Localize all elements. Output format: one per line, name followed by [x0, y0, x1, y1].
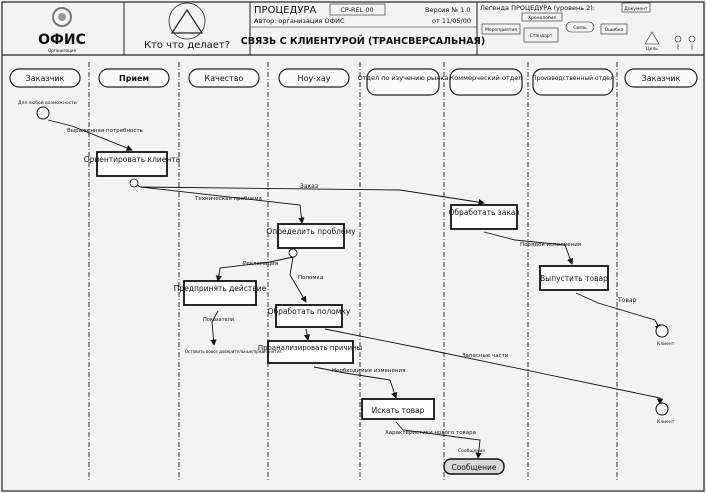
box-search-product-label: Искать товар — [371, 406, 425, 415]
lane-label-knowhow: Ноу-хау — [297, 74, 331, 83]
box-process-order-label: Обработать заказ — [448, 208, 520, 217]
box-take-action-label: Предпринять действие — [173, 284, 267, 293]
legend-link: Связь — [573, 26, 587, 31]
procedure-code: CP-REL 00 — [340, 6, 374, 14]
process-boxes — [84, 152, 608, 474]
legend-goal: Цель — [646, 47, 658, 52]
flow-analyze — [306, 329, 308, 340]
label-indicators: Показатели — [203, 317, 235, 323]
legend — [480, 3, 695, 52]
lane-label-reception: Прием — [119, 74, 149, 83]
label-message-small: Сообщение — [458, 449, 486, 454]
lane-label-commercial: Коммерческий отдел — [449, 74, 523, 82]
label-order: Заказ — [300, 183, 319, 190]
box-release-product-label: Выпустить товар — [540, 274, 608, 283]
lane-header-production — [533, 69, 613, 95]
box-analyze-causes-label: Проанализировать причины — [257, 344, 363, 352]
lane-label-market-research: Отдел по изучению рынка — [357, 74, 449, 82]
label-client-1: Клиент — [657, 342, 675, 347]
procedure-label: ПРОЦЕДУРА — [254, 5, 317, 16]
lane-header-commercial — [450, 69, 522, 95]
label-fault: Поломка — [298, 275, 324, 281]
box-define-problem-label: Определить проблему — [266, 227, 356, 236]
lane-header-market-research — [367, 69, 439, 95]
box-orient-client-label: Ориентировать клиента — [83, 155, 181, 164]
flow-spare-parts — [325, 329, 660, 404]
label-needed-changes: Необходимые изменения — [332, 368, 406, 374]
legend-document: Документ — [624, 7, 648, 12]
legend-standard: Стандарт — [529, 34, 553, 39]
end-event-icon — [656, 403, 668, 415]
flow-need-to-orient — [48, 120, 132, 150]
lane-label-customer: Заказчик — [25, 74, 65, 83]
label-expressed-need: Выраженная потребность — [67, 128, 143, 134]
start-event-icon — [37, 107, 49, 119]
label-product: Товар — [618, 297, 637, 304]
connector-icon — [130, 179, 138, 187]
box-message-label: Сообщение — [451, 463, 497, 472]
date: от 11/05/00 — [432, 17, 472, 25]
end-event-icon — [656, 325, 668, 337]
label-complaint: Рекламация — [243, 261, 279, 267]
label-evaluate: Оставить вовсе доверительные/предприятия — [185, 349, 282, 354]
legend-title: Легенда ПРОЦЕДУРА (уровень 2): — [480, 4, 595, 12]
diagram-title: СВЯЗЬ С КЛИЕНТУРОЙ (ТРАНСВЕРСАЛЬНАЯ) — [240, 36, 486, 47]
label-any-need: Для любой возможности — [18, 101, 77, 106]
label-spare-parts: Запасные части — [462, 353, 509, 359]
logo-subtext: Организация — [48, 48, 76, 53]
logo — [38, 8, 86, 53]
header — [2, 2, 704, 55]
legend-error: Ошибка — [604, 28, 624, 33]
lane-headers — [10, 69, 697, 95]
connector-icon — [289, 249, 297, 257]
label-new-product: Характеристики нового товара — [385, 430, 477, 436]
label-client-2: Клиент — [657, 420, 675, 425]
author: Автор: организация ОФИС — [254, 17, 345, 25]
logo-text: ОФИС — [38, 32, 86, 48]
label-tech-problem: Техническая проблема — [195, 196, 262, 202]
who-label: Кто что делает? — [143, 40, 231, 51]
lane-label-customer-end: Заказчик — [641, 74, 681, 83]
who-block — [144, 3, 230, 51]
warning-icon — [172, 10, 202, 33]
legend-activity: Мероприятия — [485, 28, 517, 33]
legend-chronology: Хронология — [527, 16, 557, 21]
label-launch-order: Порядок исполнения — [520, 242, 582, 248]
lane-label-production: Производственный отдел — [532, 75, 614, 82]
lane-label-quality: Качество — [204, 74, 244, 83]
box-process-fault-label: Обработать поломку — [267, 307, 351, 316]
version: Версия № 1.0 — [425, 6, 471, 14]
swimlanes — [89, 62, 617, 480]
